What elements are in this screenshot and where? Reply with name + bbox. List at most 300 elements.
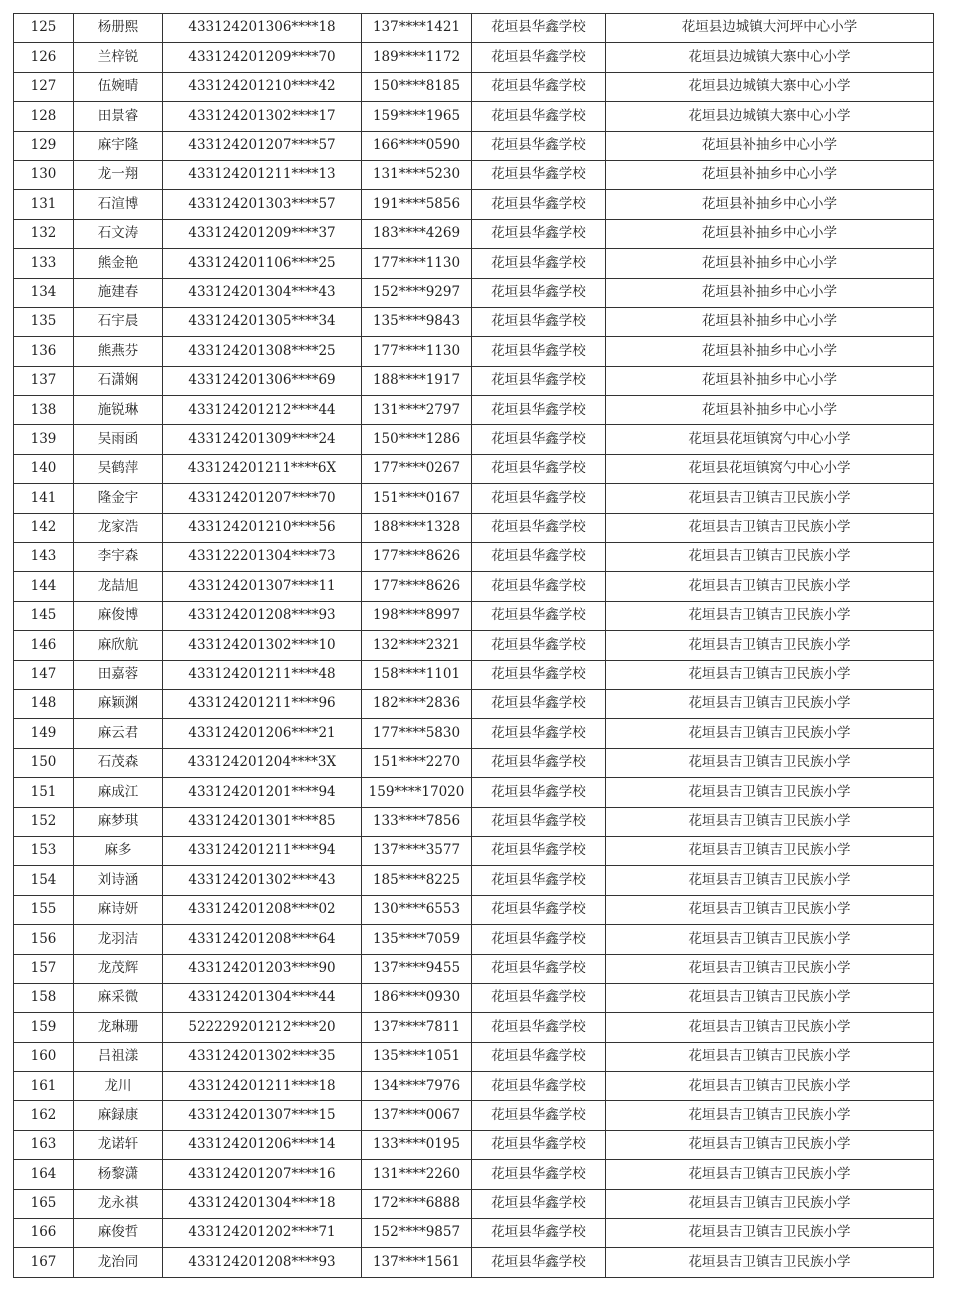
- current-school-cell: 花垣县华鑫学校: [472, 925, 606, 954]
- phone-cell: 177****8626: [362, 572, 472, 601]
- student-name-cell: 李宇森: [74, 543, 163, 572]
- current-school-cell: 花垣县华鑫学校: [472, 1248, 606, 1277]
- table-row: [14, 1072, 934, 1101]
- row-number-cell: 144: [14, 572, 74, 601]
- assigned-school-cell: 花垣县吉卫镇吉卫民族小学: [606, 1042, 934, 1071]
- student-name-cell: 龙羽洁: [74, 925, 163, 954]
- id-number-cell: 433124201211****94: [163, 836, 362, 865]
- row-number-cell: 153: [14, 836, 74, 865]
- student-name-cell: 龙诺轩: [74, 1130, 163, 1159]
- phone-cell: 137****3577: [362, 836, 472, 865]
- assigned-school-cell: 花垣县吉卫镇吉卫民族小学: [606, 660, 934, 689]
- phone-cell: 130****6553: [362, 895, 472, 924]
- student-name-cell: 熊燕芬: [74, 337, 163, 366]
- phone-cell: 131****2260: [362, 1160, 472, 1189]
- phone-cell: 135****1051: [362, 1042, 472, 1071]
- phone-cell: 135****9843: [362, 307, 472, 336]
- current-school-cell: 花垣县华鑫学校: [472, 807, 606, 836]
- table-row: [14, 190, 934, 219]
- id-number-cell: 433124201210****42: [163, 72, 362, 101]
- assigned-school-cell: 花垣县吉卫镇吉卫民族小学: [606, 807, 934, 836]
- row-number-cell: 142: [14, 513, 74, 542]
- assigned-school-cell: 花垣县补抽乡中心小学: [606, 307, 934, 336]
- student-name-cell: 麻颖渊: [74, 689, 163, 718]
- current-school-cell: 花垣县华鑫学校: [472, 954, 606, 983]
- row-number-cell: 165: [14, 1189, 74, 1218]
- current-school-cell: 花垣县华鑫学校: [472, 249, 606, 278]
- row-number-cell: 134: [14, 278, 74, 307]
- id-number-cell: 433124201207****16: [163, 1160, 362, 1189]
- student-name-cell: 龙琳珊: [74, 1013, 163, 1042]
- id-number-cell: 433124201301****85: [163, 807, 362, 836]
- student-name-cell: 刘诗涵: [74, 866, 163, 895]
- row-number-cell: 128: [14, 102, 74, 131]
- id-number-cell: 433124201201****94: [163, 778, 362, 807]
- student-name-cell: 麻欣航: [74, 631, 163, 660]
- student-name-cell: 吴雨函: [74, 425, 163, 454]
- table-row: [14, 1130, 934, 1159]
- student-name-cell: 龙家浩: [74, 513, 163, 542]
- id-number-cell: 433124201208****64: [163, 925, 362, 954]
- id-number-cell: 433124201307****15: [163, 1101, 362, 1130]
- table-row: [14, 1160, 934, 1189]
- current-school-cell: 花垣县华鑫学校: [472, 748, 606, 777]
- current-school-cell: 花垣县华鑫学校: [472, 14, 606, 43]
- id-number-cell: 433124201209****70: [163, 43, 362, 72]
- assigned-school-cell: 花垣县吉卫镇吉卫民族小学: [606, 778, 934, 807]
- table-row: [14, 102, 934, 131]
- assigned-school-cell: 花垣县吉卫镇吉卫民族小学: [606, 631, 934, 660]
- row-number-cell: 129: [14, 131, 74, 160]
- assigned-school-cell: 花垣县吉卫镇吉卫民族小学: [606, 983, 934, 1012]
- assigned-school-cell: 花垣县吉卫镇吉卫民族小学: [606, 954, 934, 983]
- student-name-cell: 石潇娴: [74, 366, 163, 395]
- assigned-school-cell: 花垣县吉卫镇吉卫民族小学: [606, 895, 934, 924]
- row-number-cell: 133: [14, 249, 74, 278]
- row-number-cell: 159: [14, 1013, 74, 1042]
- row-number-cell: 130: [14, 160, 74, 189]
- current-school-cell: 花垣县华鑫学校: [472, 1042, 606, 1071]
- id-number-cell: 433124201208****02: [163, 895, 362, 924]
- id-number-cell: 433124201208****93: [163, 1248, 362, 1277]
- row-number-cell: 150: [14, 748, 74, 777]
- phone-cell: 183****4269: [362, 219, 472, 248]
- row-number-cell: 155: [14, 895, 74, 924]
- row-number-cell: 151: [14, 778, 74, 807]
- student-name-cell: 麻成江: [74, 778, 163, 807]
- student-name-cell: 熊金艳: [74, 249, 163, 278]
- row-number-cell: 152: [14, 807, 74, 836]
- assigned-school-cell: 花垣县吉卫镇吉卫民族小学: [606, 1189, 934, 1218]
- current-school-cell: 花垣县华鑫学校: [472, 72, 606, 101]
- phone-cell: 177****5830: [362, 719, 472, 748]
- phone-cell: 135****7059: [362, 925, 472, 954]
- current-school-cell: 花垣县华鑫学校: [472, 631, 606, 660]
- assigned-school-cell: 花垣县吉卫镇吉卫民族小学: [606, 1101, 934, 1130]
- id-number-cell: 433124201308****25: [163, 337, 362, 366]
- row-number-cell: 157: [14, 954, 74, 983]
- row-number-cell: 138: [14, 396, 74, 425]
- phone-cell: 151****2270: [362, 748, 472, 777]
- row-number-cell: 162: [14, 1101, 74, 1130]
- current-school-cell: 花垣县华鑫学校: [472, 366, 606, 395]
- id-number-cell: 433124201302****10: [163, 631, 362, 660]
- id-number-cell: 433124201206****14: [163, 1130, 362, 1159]
- id-number-cell: 433124201209****37: [163, 219, 362, 248]
- phone-cell: 177****1130: [362, 249, 472, 278]
- current-school-cell: 花垣县华鑫学校: [472, 1130, 606, 1159]
- assigned-school-cell: 花垣县补抽乡中心小学: [606, 396, 934, 425]
- current-school-cell: 花垣县华鑫学校: [472, 131, 606, 160]
- assigned-school-cell: 花垣县补抽乡中心小学: [606, 131, 934, 160]
- student-name-cell: 麻诗妍: [74, 895, 163, 924]
- phone-cell: 133****0195: [362, 1130, 472, 1159]
- current-school-cell: 花垣县华鑫学校: [472, 836, 606, 865]
- current-school-cell: 花垣县华鑫学校: [472, 484, 606, 513]
- assigned-school-cell: 花垣县吉卫镇吉卫民族小学: [606, 689, 934, 718]
- table-row: [14, 572, 934, 601]
- student-name-cell: 石渲博: [74, 190, 163, 219]
- current-school-cell: 花垣县华鑫学校: [472, 425, 606, 454]
- assigned-school-cell: 花垣县花垣镇窝勺中心小学: [606, 425, 934, 454]
- student-name-cell: 石茂森: [74, 748, 163, 777]
- current-school-cell: 花垣县华鑫学校: [472, 1160, 606, 1189]
- row-number-cell: 146: [14, 631, 74, 660]
- id-number-cell: 433124201203****90: [163, 954, 362, 983]
- student-name-cell: 麻多: [74, 836, 163, 865]
- phone-cell: 132****2321: [362, 631, 472, 660]
- row-number-cell: 163: [14, 1130, 74, 1159]
- assigned-school-cell: 花垣县补抽乡中心小学: [606, 249, 934, 278]
- current-school-cell: 花垣县华鑫学校: [472, 278, 606, 307]
- phone-cell: 188****1917: [362, 366, 472, 395]
- id-number-cell: 433124201207****70: [163, 484, 362, 513]
- row-number-cell: 154: [14, 866, 74, 895]
- assigned-school-cell: 花垣县吉卫镇吉卫民族小学: [606, 484, 934, 513]
- phone-cell: 177****1130: [362, 337, 472, 366]
- current-school-cell: 花垣县华鑫学校: [472, 1101, 606, 1130]
- table-row: [14, 807, 934, 836]
- table-row: [14, 219, 934, 248]
- id-number-cell: 433124201211****13: [163, 160, 362, 189]
- phone-cell: 159****1965: [362, 102, 472, 131]
- assigned-school-cell: 花垣县吉卫镇吉卫民族小学: [606, 1072, 934, 1101]
- current-school-cell: 花垣县华鑫学校: [472, 543, 606, 572]
- id-number-cell: 433124201106****25: [163, 249, 362, 278]
- table-row: [14, 925, 934, 954]
- row-number-cell: 141: [14, 484, 74, 513]
- table-row: [14, 1248, 934, 1277]
- row-number-cell: 148: [14, 689, 74, 718]
- table-row: [14, 513, 934, 542]
- student-name-cell: 龙川: [74, 1072, 163, 1101]
- row-number-cell: 161: [14, 1072, 74, 1101]
- current-school-cell: 花垣县华鑫学校: [472, 513, 606, 542]
- table-row: [14, 72, 934, 101]
- table-row: [14, 895, 934, 924]
- student-name-cell: 吴鹤萍: [74, 454, 163, 483]
- table-row: [14, 836, 934, 865]
- id-number-cell: 433124201306****69: [163, 366, 362, 395]
- student-name-cell: 麻俊哲: [74, 1219, 163, 1248]
- table-row: [14, 631, 934, 660]
- phone-cell: 191****5856: [362, 190, 472, 219]
- id-number-cell: 433124201211****18: [163, 1072, 362, 1101]
- current-school-cell: 花垣县华鑫学校: [472, 601, 606, 630]
- assigned-school-cell: 花垣县吉卫镇吉卫民族小学: [606, 601, 934, 630]
- id-number-cell: 433124201302****43: [163, 866, 362, 895]
- row-number-cell: 158: [14, 983, 74, 1012]
- phone-cell: 186****0930: [362, 983, 472, 1012]
- student-name-cell: 麻録康: [74, 1101, 163, 1130]
- row-number-cell: 127: [14, 72, 74, 101]
- phone-cell: 172****6888: [362, 1189, 472, 1218]
- assigned-school-cell: 花垣县补抽乡中心小学: [606, 278, 934, 307]
- phone-cell: 137****1421: [362, 14, 472, 43]
- current-school-cell: 花垣县华鑫学校: [472, 1219, 606, 1248]
- student-name-cell: 龙一翔: [74, 160, 163, 189]
- row-number-cell: 137: [14, 366, 74, 395]
- table-row: [14, 954, 934, 983]
- assigned-school-cell: 花垣县边城镇大寨中心小学: [606, 43, 934, 72]
- assigned-school-cell: 花垣县边城镇大河坪中心小学: [606, 14, 934, 43]
- table-row: [14, 866, 934, 895]
- row-number-cell: 125: [14, 14, 74, 43]
- table-row: [14, 778, 934, 807]
- assigned-school-cell: 花垣县吉卫镇吉卫民族小学: [606, 1013, 934, 1042]
- table-row: [14, 1189, 934, 1218]
- student-name-cell: 龙茂辉: [74, 954, 163, 983]
- table-row: [14, 543, 934, 572]
- student-name-cell: 兰梓锐: [74, 43, 163, 72]
- table-row: [14, 1219, 934, 1248]
- table-row: [14, 425, 934, 454]
- table-row: [14, 14, 934, 43]
- student-name-cell: 麻梦琪: [74, 807, 163, 836]
- student-name-cell: 麻采微: [74, 983, 163, 1012]
- student-name-cell: 麻云君: [74, 719, 163, 748]
- id-number-cell: 433124201302****35: [163, 1042, 362, 1071]
- row-number-cell: 135: [14, 307, 74, 336]
- roster-body: [14, 14, 934, 1278]
- assigned-school-cell: 花垣县吉卫镇吉卫民族小学: [606, 1219, 934, 1248]
- table-row: [14, 454, 934, 483]
- current-school-cell: 花垣县华鑫学校: [472, 1013, 606, 1042]
- phone-cell: 177****0267: [362, 454, 472, 483]
- phone-cell: 150****8185: [362, 72, 472, 101]
- row-number-cell: 149: [14, 719, 74, 748]
- assigned-school-cell: 花垣县吉卫镇吉卫民族小学: [606, 1160, 934, 1189]
- assigned-school-cell: 花垣县吉卫镇吉卫民族小学: [606, 1248, 934, 1277]
- current-school-cell: 花垣县华鑫学校: [472, 307, 606, 336]
- phone-cell: 131****2797: [362, 396, 472, 425]
- student-name-cell: 隆金宇: [74, 484, 163, 513]
- row-number-cell: 147: [14, 660, 74, 689]
- current-school-cell: 花垣县华鑫学校: [472, 1072, 606, 1101]
- current-school-cell: 花垣县华鑫学校: [472, 190, 606, 219]
- student-name-cell: 施锐琳: [74, 396, 163, 425]
- current-school-cell: 花垣县华鑫学校: [472, 689, 606, 718]
- table-row: [14, 307, 934, 336]
- current-school-cell: 花垣县华鑫学校: [472, 572, 606, 601]
- id-number-cell: 433124201212****44: [163, 396, 362, 425]
- phone-cell: 198****8997: [362, 601, 472, 630]
- assigned-school-cell: 花垣县吉卫镇吉卫民族小学: [606, 836, 934, 865]
- current-school-cell: 花垣县华鑫学校: [472, 1189, 606, 1218]
- phone-cell: 182****2836: [362, 689, 472, 718]
- row-number-cell: 164: [14, 1160, 74, 1189]
- assigned-school-cell: 花垣县花垣镇窝勺中心小学: [606, 454, 934, 483]
- student-name-cell: 吕祖漾: [74, 1042, 163, 1071]
- row-number-cell: 126: [14, 43, 74, 72]
- phone-cell: 159****17020: [362, 778, 472, 807]
- id-number-cell: 433124201304****18: [163, 1189, 362, 1218]
- table-row: [14, 660, 934, 689]
- assigned-school-cell: 花垣县吉卫镇吉卫民族小学: [606, 572, 934, 601]
- assigned-school-cell: 花垣县吉卫镇吉卫民族小学: [606, 748, 934, 777]
- row-number-cell: 136: [14, 337, 74, 366]
- phone-cell: 166****0590: [362, 131, 472, 160]
- row-number-cell: 139: [14, 425, 74, 454]
- table-row: [14, 278, 934, 307]
- id-number-cell: 433124201309****24: [163, 425, 362, 454]
- table-row: [14, 131, 934, 160]
- current-school-cell: 花垣县华鑫学校: [472, 895, 606, 924]
- row-number-cell: 131: [14, 190, 74, 219]
- phone-cell: 189****1172: [362, 43, 472, 72]
- table-row: [14, 983, 934, 1012]
- id-number-cell: 433124201208****93: [163, 601, 362, 630]
- student-name-cell: 田嘉蓉: [74, 660, 163, 689]
- phone-cell: 137****7811: [362, 1013, 472, 1042]
- current-school-cell: 花垣县华鑫学校: [472, 396, 606, 425]
- assigned-school-cell: 花垣县吉卫镇吉卫民族小学: [606, 543, 934, 572]
- current-school-cell: 花垣县华鑫学校: [472, 219, 606, 248]
- current-school-cell: 花垣县华鑫学校: [472, 43, 606, 72]
- student-roster-table: [13, 13, 934, 1278]
- student-name-cell: 伍婉晴: [74, 72, 163, 101]
- id-number-cell: 433124201211****96: [163, 689, 362, 718]
- table-row: [14, 748, 934, 777]
- phone-cell: 151****0167: [362, 484, 472, 513]
- current-school-cell: 花垣县华鑫学校: [472, 102, 606, 131]
- student-name-cell: 龙治同: [74, 1248, 163, 1277]
- assigned-school-cell: 花垣县补抽乡中心小学: [606, 219, 934, 248]
- phone-cell: 177****8626: [362, 543, 472, 572]
- assigned-school-cell: 花垣县补抽乡中心小学: [606, 337, 934, 366]
- assigned-school-cell: 花垣县补抽乡中心小学: [606, 160, 934, 189]
- student-name-cell: 杨册熙: [74, 14, 163, 43]
- id-number-cell: 522229201212****20: [163, 1013, 362, 1042]
- current-school-cell: 花垣县华鑫学校: [472, 660, 606, 689]
- assigned-school-cell: 花垣县吉卫镇吉卫民族小学: [606, 1130, 934, 1159]
- current-school-cell: 花垣县华鑫学校: [472, 778, 606, 807]
- table-row: [14, 337, 934, 366]
- phone-cell: 134****7976: [362, 1072, 472, 1101]
- phone-cell: 152****9857: [362, 1219, 472, 1248]
- table-row: [14, 249, 934, 278]
- student-name-cell: 施建春: [74, 278, 163, 307]
- student-name-cell: 麻宇隆: [74, 131, 163, 160]
- assigned-school-cell: 花垣县补抽乡中心小学: [606, 190, 934, 219]
- table-row: [14, 689, 934, 718]
- student-name-cell: 杨黎潇: [74, 1160, 163, 1189]
- id-number-cell: 433124201304****43: [163, 278, 362, 307]
- id-number-cell: 433124201206****21: [163, 719, 362, 748]
- phone-cell: 158****1101: [362, 660, 472, 689]
- phone-cell: 185****8225: [362, 866, 472, 895]
- row-number-cell: 143: [14, 543, 74, 572]
- phone-cell: 152****9297: [362, 278, 472, 307]
- id-number-cell: 433124201210****56: [163, 513, 362, 542]
- table-row: [14, 43, 934, 72]
- table-row: [14, 601, 934, 630]
- current-school-cell: 花垣县华鑫学校: [472, 866, 606, 895]
- row-number-cell: 140: [14, 454, 74, 483]
- phone-cell: 133****7856: [362, 807, 472, 836]
- assigned-school-cell: 花垣县吉卫镇吉卫民族小学: [606, 866, 934, 895]
- id-number-cell: 433124201302****17: [163, 102, 362, 131]
- id-number-cell: 433124201304****44: [163, 983, 362, 1012]
- current-school-cell: 花垣县华鑫学校: [472, 983, 606, 1012]
- current-school-cell: 花垣县华鑫学校: [472, 160, 606, 189]
- id-number-cell: 433124201211****48: [163, 660, 362, 689]
- id-number-cell: 433124201307****11: [163, 572, 362, 601]
- id-number-cell: 433124201202****71: [163, 1219, 362, 1248]
- assigned-school-cell: 花垣县边城镇大寨中心小学: [606, 72, 934, 101]
- phone-cell: 150****1286: [362, 425, 472, 454]
- assigned-school-cell: 花垣县边城镇大寨中心小学: [606, 102, 934, 131]
- assigned-school-cell: 花垣县吉卫镇吉卫民族小学: [606, 925, 934, 954]
- id-number-cell: 433122201304****73: [163, 543, 362, 572]
- assigned-school-cell: 花垣县补抽乡中心小学: [606, 366, 934, 395]
- assigned-school-cell: 花垣县吉卫镇吉卫民族小学: [606, 719, 934, 748]
- phone-cell: 137****0067: [362, 1101, 472, 1130]
- row-number-cell: 132: [14, 219, 74, 248]
- phone-cell: 137****9455: [362, 954, 472, 983]
- row-number-cell: 156: [14, 925, 74, 954]
- student-name-cell: 麻俊博: [74, 601, 163, 630]
- row-number-cell: 160: [14, 1042, 74, 1071]
- row-number-cell: 166: [14, 1219, 74, 1248]
- table-row: [14, 396, 934, 425]
- student-name-cell: 龙永祺: [74, 1189, 163, 1218]
- table-row: [14, 1013, 934, 1042]
- table-row: [14, 366, 934, 395]
- id-number-cell: 433124201204****3X: [163, 748, 362, 777]
- student-name-cell: 龙喆旭: [74, 572, 163, 601]
- table-row: [14, 1101, 934, 1130]
- id-number-cell: 433124201207****57: [163, 131, 362, 160]
- table-row: [14, 160, 934, 189]
- id-number-cell: 433124201306****18: [163, 14, 362, 43]
- phone-cell: 131****5230: [362, 160, 472, 189]
- current-school-cell: 花垣县华鑫学校: [472, 719, 606, 748]
- current-school-cell: 花垣县华鑫学校: [472, 454, 606, 483]
- id-number-cell: 433124201305****34: [163, 307, 362, 336]
- table-row: [14, 719, 934, 748]
- phone-cell: 188****1328: [362, 513, 472, 542]
- row-number-cell: 167: [14, 1248, 74, 1277]
- assigned-school-cell: 花垣县吉卫镇吉卫民族小学: [606, 513, 934, 542]
- row-number-cell: 145: [14, 601, 74, 630]
- table-row: [14, 484, 934, 513]
- student-name-cell: 石文涛: [74, 219, 163, 248]
- current-school-cell: 花垣县华鑫学校: [472, 337, 606, 366]
- id-number-cell: 433124201211****6X: [163, 454, 362, 483]
- student-name-cell: 石宇晨: [74, 307, 163, 336]
- phone-cell: 137****1561: [362, 1248, 472, 1277]
